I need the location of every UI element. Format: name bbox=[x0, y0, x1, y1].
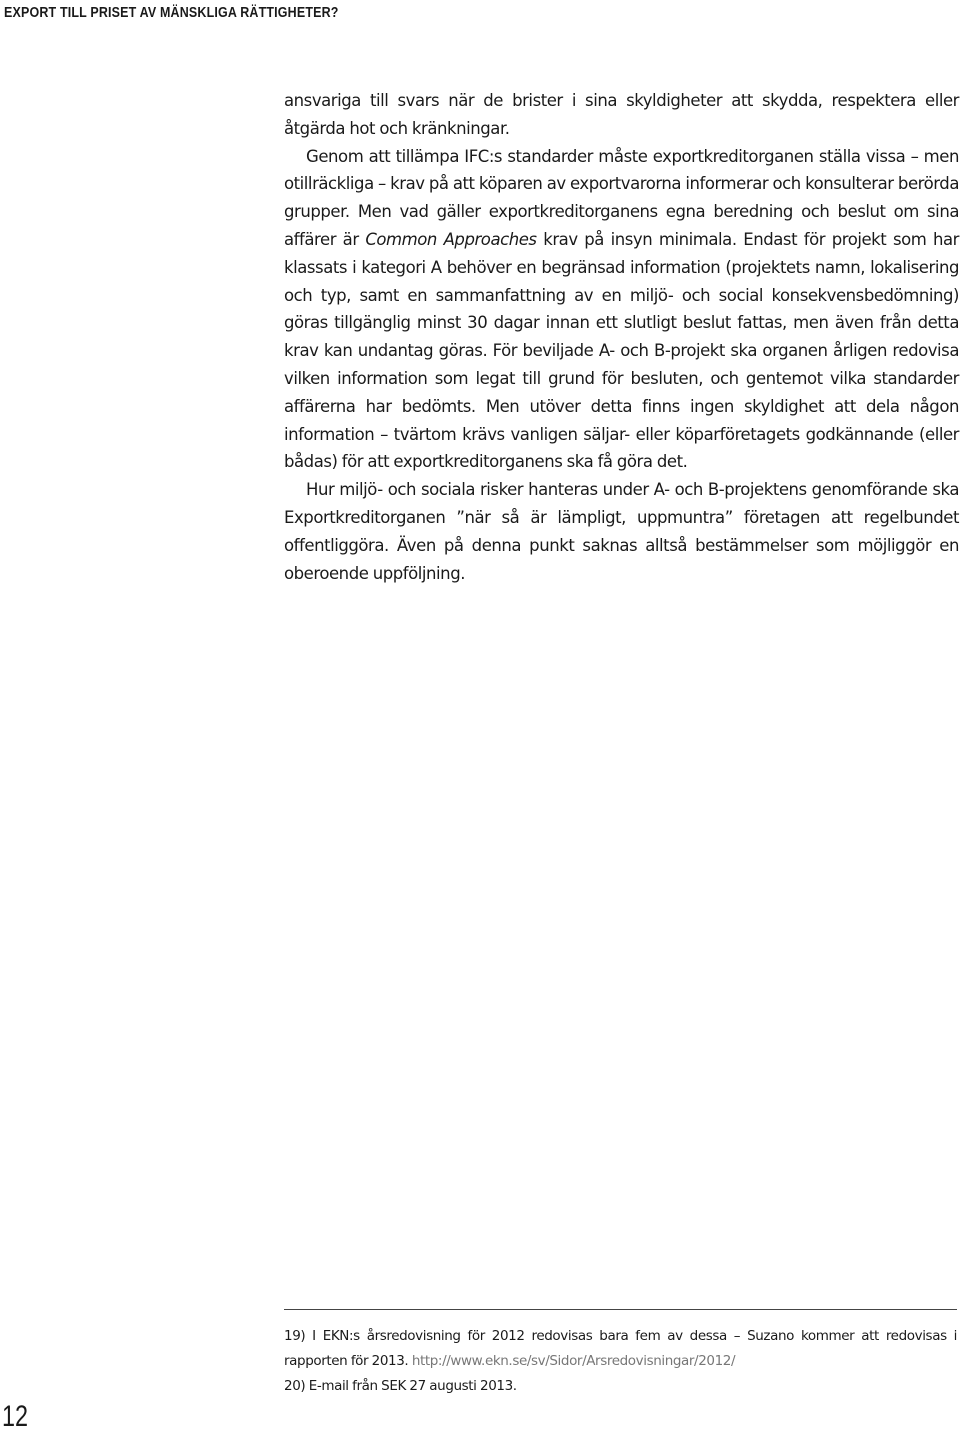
footnote-divider bbox=[284, 1309, 957, 1310]
footnote-20: 20) E-mail från SEK 27 augusti 2013. bbox=[284, 1378, 517, 1394]
footnote-19 bbox=[284, 1324, 957, 1374]
footnote-19-text: 19) I EKN:s årsredovisning för 2012 redovisas bara fem av dessa – Suzano kommer att redovisas i rapporten för 2013. bbox=[284, 1328, 957, 1369]
paragraph-1: ansvariga till svars när de brister i sina skyldigheter att skydda, respektera eller åtgärda hot och kränkningar. bbox=[284, 91, 959, 138]
footnote-19-link[interactable]: http://www.ekn.se/sv/Sidor/Arsredovisningar/2012/ bbox=[411, 1353, 736, 1369]
footnotes bbox=[284, 1324, 957, 1399]
running-title: EXPORT TILL PRISET AV MÄNSKLIGA RÄTTIGHETER? bbox=[4, 5, 339, 21]
paragraph-3: Hur miljö- och sociala risker hanteras under A- och B-projektens genomförande ska Exportkreditorganen ”när så är lämpligt, uppmuntra” företagen att regelbundet offentliggöra. Även på denna punkt saknas alltså bestämmelser som möjliggör en oberoende uppföljning. bbox=[284, 480, 959, 583]
body-text bbox=[284, 87, 959, 587]
paragraph-2 bbox=[284, 143, 959, 477]
common-approaches-term: Common Approaches bbox=[365, 229, 537, 249]
paragraph-2-text-b: krav på insyn minimala. Endast för projekt som har klassats i kategori A behöver en begränsad information (projektets namn, lokalisering och typ, samt en sammanfattning av en miljö- och social konsekvensbedömning) göras tillgänglig minst 30 dagar innan ett slutligt beslut fattas, men även från detta krav kan undantag göras. För beviljade A- och B-projekt ska organen årligen redovisa vilken information som legat till grund för besluten, och gentemot vilka standarder affärerna har bedömts. Men utöver detta finns ingen skyldighet att dela någon information – tvärtom krävs vanligen säljar- eller köparföretagets godkännande (eller bådas) för att exportkreditorganens ska få göra det. bbox=[284, 229, 960, 472]
page-number: 12 bbox=[2, 1400, 29, 1433]
paragraph-2-text-a: Genom att tillämpa IFC:s standarder måste exportkreditorganen ställa vissa – men otillräckliga – krav på att köparen av exportvarorna informerar och konsulterar berörda grupper. Men vad gäller exportkreditorganens egna beredning och beslut om sina affärer är bbox=[284, 146, 959, 249]
